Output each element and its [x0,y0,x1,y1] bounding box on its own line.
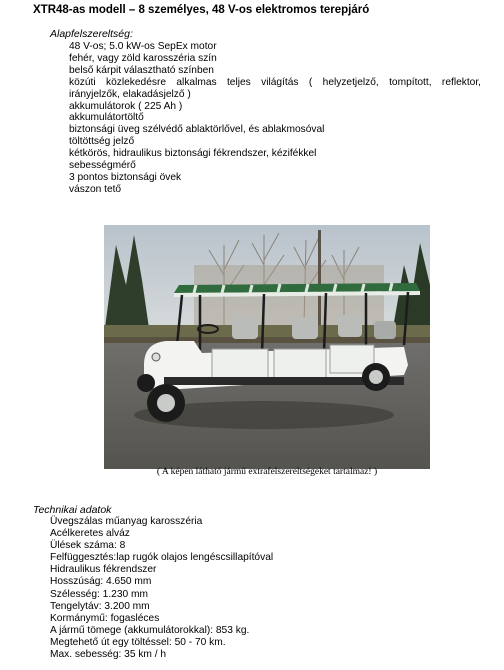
list-item: fehér, vagy zöld karosszéria szín [69,52,217,64]
list-item: Megtehető út egy töltéssel: 50 - 70 km. [50,636,226,648]
list-item: közúti közlekedésre alkalmas teljes világítás ( helyzetjelző, tompított, reflektor, [69,76,481,88]
list-item: A jármű tömege (akkumulátorokkal): 853 kg. [50,624,250,636]
vehicle-photo [104,225,430,469]
list-item: kétkörös, hidraulikus biztonsági fékrendszer, kézifékkel [69,148,317,160]
list-item: 48 V-os; 5.0 kW-os SepEx motor [69,41,217,52]
list-item: biztonsági üveg szélvédő ablaktörlővel, és ablakmosóval [69,124,325,136]
list-item: töltöttség jelző [69,136,135,148]
list-item: belső kárpit választható színben [69,64,214,76]
list-item: sebességmérő [69,160,136,172]
list-item: 3 pontos biztonsági övek [69,171,182,183]
list-item: Kormánymű: fogasléces [50,612,160,624]
list-item: Hidraulikus fékrendszer [50,564,157,576]
list-item: Ülések száma: 8 [50,540,126,552]
list-item: Felfüggesztés:lap rugók olajos lengéscsillapítóval [50,552,274,564]
list-item: akkumulátorok ( 225 Ah ) [69,100,183,112]
equipment-list [69,41,481,196]
list-item: Tengelytáv: 3.200 mm [50,600,150,612]
technical-list [50,516,273,661]
list-item: Acélkeretes alváz [50,528,130,540]
list-item: Hosszúság: 4.650 mm [50,576,152,588]
list-item: vászon tető [69,183,122,195]
list-item: irányjelzők, elakadásjelző ) [69,88,191,100]
list-item: Üvegszálas műanyag karosszéria [50,516,203,527]
list-item: Szélesség: 1.230 mm [50,588,148,600]
technical-heading: Technikai adatok [33,504,112,516]
equipment-heading: Alapfelszereltség: [50,28,133,40]
document-title: XTR48-as modell – 8 személyes, 48 V-os elektromos terepjáró [33,4,370,16]
list-item: Max. sebesség: 35 km / h [50,649,167,661]
list-item: akkumulátortöltő [69,112,144,124]
photo-caption: ( A képen látható jármű extrafelszereltségeket tartalmaz! ) [156,467,378,477]
